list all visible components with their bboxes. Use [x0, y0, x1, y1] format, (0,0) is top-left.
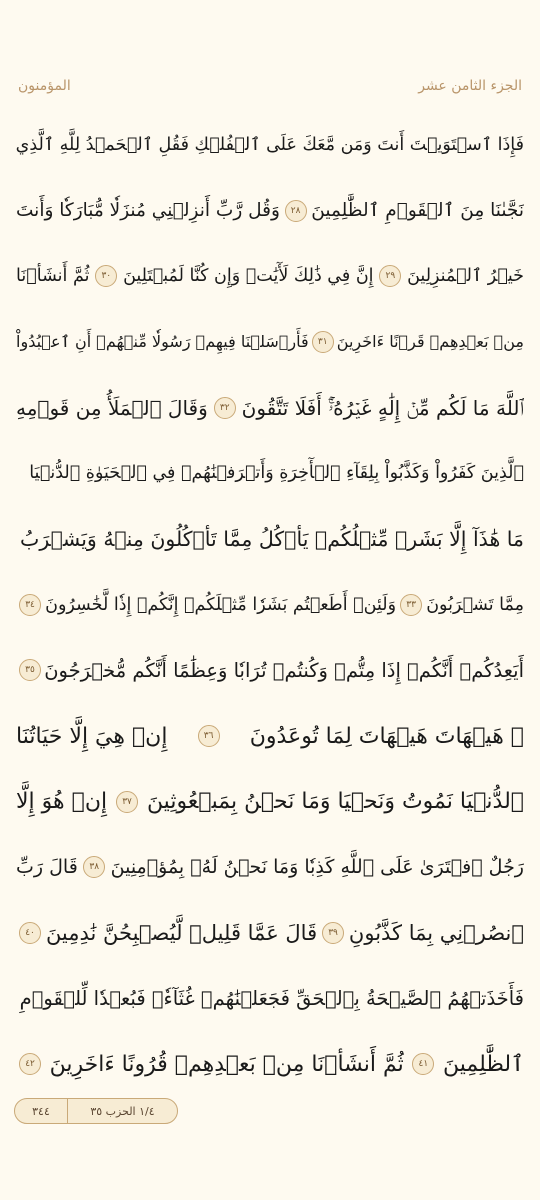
- verse-line: [16, 309, 524, 375]
- page-footer: [14, 1098, 178, 1124]
- verse-line: [16, 966, 524, 1032]
- ayah-number-marker: ٣٩: [322, 922, 344, 944]
- verse-line: [16, 638, 524, 704]
- ayah-number-marker: ٣١: [312, 331, 334, 353]
- verse-text: مِنۢ بَعۡدِهِمۡ قَرۡنًا ءَاخَرِينَ: [336, 332, 524, 352]
- verse-text: فَأَرۡسَلۡنَا فِيهِمۡ رَسُولٗا مِّنۡهُمۡ أَنِ ٱعۡبُدُواْ: [16, 332, 309, 352]
- juz-label: الجزء الثامن عشر: [418, 78, 522, 94]
- verse-text: مِمَّا تَشۡرَبُونَ: [426, 594, 524, 615]
- verse-line: [16, 1032, 524, 1098]
- ayah-number-marker: ٣٣: [400, 594, 422, 616]
- verse-text: نَجَّىٰنَا مِنَ ٱلۡقَوۡمِ ٱلظَّٰلِمِينَ: [311, 200, 524, 222]
- verse-line: [16, 572, 524, 638]
- verse-text: مَا هَٰذَآ إِلَّا بَشَرٞ مِّثۡلُكُمۡ يَأۡكُلُ مِمَّا تَأۡكُلُونَ مِنۡهُ وَيَشۡرَبُ: [20, 526, 524, 551]
- footer-pill: [14, 1098, 178, 1124]
- ayah-number-marker: ٢٩: [379, 265, 401, 287]
- ayah-number-marker: ٤١: [412, 1053, 434, 1075]
- hizb-label: ١/٤ الحزب ٣٥: [90, 1104, 155, 1118]
- verse-line: [16, 835, 524, 901]
- page-header: [18, 74, 522, 98]
- ayah-number-marker: ٢٨: [285, 200, 307, 222]
- verse-text: رَجُلٌ ٱفۡتَرَىٰ عَلَى ٱللَّهِ كَذِبٗا وَمَا نَحۡنُ لَهُۥ بِمُؤۡمِنِينَ: [110, 856, 524, 879]
- verse-line: [16, 703, 524, 769]
- verse-text: خَيۡرُ ٱلۡمُنزِلِينَ: [407, 266, 524, 287]
- verse-text: إِنۡ هُوَ إِلَّا: [16, 789, 108, 815]
- ayah-number-marker: ٤٢: [19, 1053, 41, 1075]
- verse-text: قَالَ عَمَّا قَلِيلٖ لَّيُصۡبِحُنَّ نَٰدِمِينَ: [45, 921, 318, 946]
- verse-line: [16, 112, 524, 178]
- ayah-number-marker: ٤٠: [19, 922, 41, 944]
- verse-text: ٱنصُرۡنِي بِمَا كَذَّبُونِ: [348, 921, 524, 946]
- ayah-number-marker: ٣٦: [198, 725, 220, 747]
- ayah-number-marker: ٣٧: [116, 791, 138, 813]
- verse-text: ثُمَّ أَنشَأۡنَا: [16, 266, 90, 287]
- verse-text: إِنَّ فِي ذَٰلِكَ لَأٓيَٰتٖ وَإِن كُنَّا لَمُبۡتَلِينَ: [123, 266, 374, 287]
- verse-text: قَالَ رَبِّ: [16, 856, 78, 879]
- verse-line: [16, 243, 524, 309]
- verse-line: [16, 375, 524, 441]
- verse-text: وَقُل رَّبِّ أَنزِلۡنِي مُنزَلٗا مُّبَارَكٗا وَأَنتَ: [16, 200, 280, 222]
- page-number: ٣٤٤: [15, 1099, 68, 1123]
- verse-text: ٱللَّهَ مَا لَكُم مِّنۡ إِلَٰهٍ غَيۡرُهُۥٓۚ أَفَلَا تَتَّقُونَ: [241, 395, 524, 420]
- ayah-number-marker: ٣٤: [19, 594, 41, 616]
- ayah-number-marker: ٣٠: [95, 265, 117, 287]
- surah-label: المؤمنون: [18, 78, 71, 94]
- verse-text: فَإِذَا ٱسۡتَوَيۡتَ أَنتَ وَمَن مَّعَكَ عَلَى ٱلۡفُلۡكِ فَقُلِ ٱلۡحَمۡدُ لِلَّهِ ٱلَّذِي: [16, 134, 524, 155]
- verse-line: [16, 440, 524, 506]
- verse-text: ٱلدُّنۡيَا نَمُوتُ وَنَحۡيَا وَمَا نَحۡنُ بِمَبۡعُوثِينَ: [146, 789, 524, 815]
- verse-line: [16, 769, 524, 835]
- verse-text: وَلَئِنۡ أَطَعۡتُم بَشَرٗا مِّثۡلَكُمۡ إِنَّكُمۡ إِذٗا لَّخَٰسِرُونَ: [45, 594, 397, 615]
- verse-text: فَأَخَذَتۡهُمُ ٱلصَّيۡحَةُ بِٱلۡحَقِّ فَجَعَلۡنَٰهُمۡ غُثَآءٗۚ فَبُعۡدٗا لِّلۡقَوۡمِ: [19, 987, 524, 1011]
- verse-line: [16, 900, 524, 966]
- verse-line: [16, 506, 524, 572]
- verse-text: ٱلظَّٰلِمِينَ: [442, 1051, 524, 1077]
- verse-text: إِنۡ هِيَ إِلَّا حَيَاتُنَا: [16, 723, 168, 749]
- verse-text: ۞ هَيۡهَاتَ هَيۡهَاتَ لِمَا تُوعَدُونَ: [249, 723, 524, 749]
- ayah-number-marker: ٣٢: [214, 397, 236, 419]
- verse-line: [16, 178, 524, 244]
- verse-text: ٱلَّذِينَ كَفَرُواْ وَكَذَّبُواْ بِلِقَآءِ ٱلۡأٓخِرَةِ وَأَتۡرَفۡنَٰهُمۡ فِي ٱلۡحَيَوٰةِ ٱلدُّنۡيَا: [29, 463, 524, 484]
- verse-text: ثُمَّ أَنشَأۡنَا مِنۢ بَعۡدِهِمۡ قُرُونًا ءَاخَرِينَ: [49, 1051, 404, 1077]
- verses-block: [16, 112, 524, 1097]
- ayah-number-marker: ٣٨: [83, 856, 105, 878]
- verse-text: وَقَالَ ٱلۡمَلَأُ مِن قَوۡمِهِ: [16, 395, 208, 420]
- ayah-number-marker: ٣٥: [19, 659, 41, 681]
- verse-text: أَيَعِدُكُمۡ أَنَّكُمۡ إِذَا مِتُّمۡ وَكُنتُمۡ تُرَابٗا وَعِظَٰمًا أَنَّكُم مُّخۡرَجُونَ: [44, 658, 524, 682]
